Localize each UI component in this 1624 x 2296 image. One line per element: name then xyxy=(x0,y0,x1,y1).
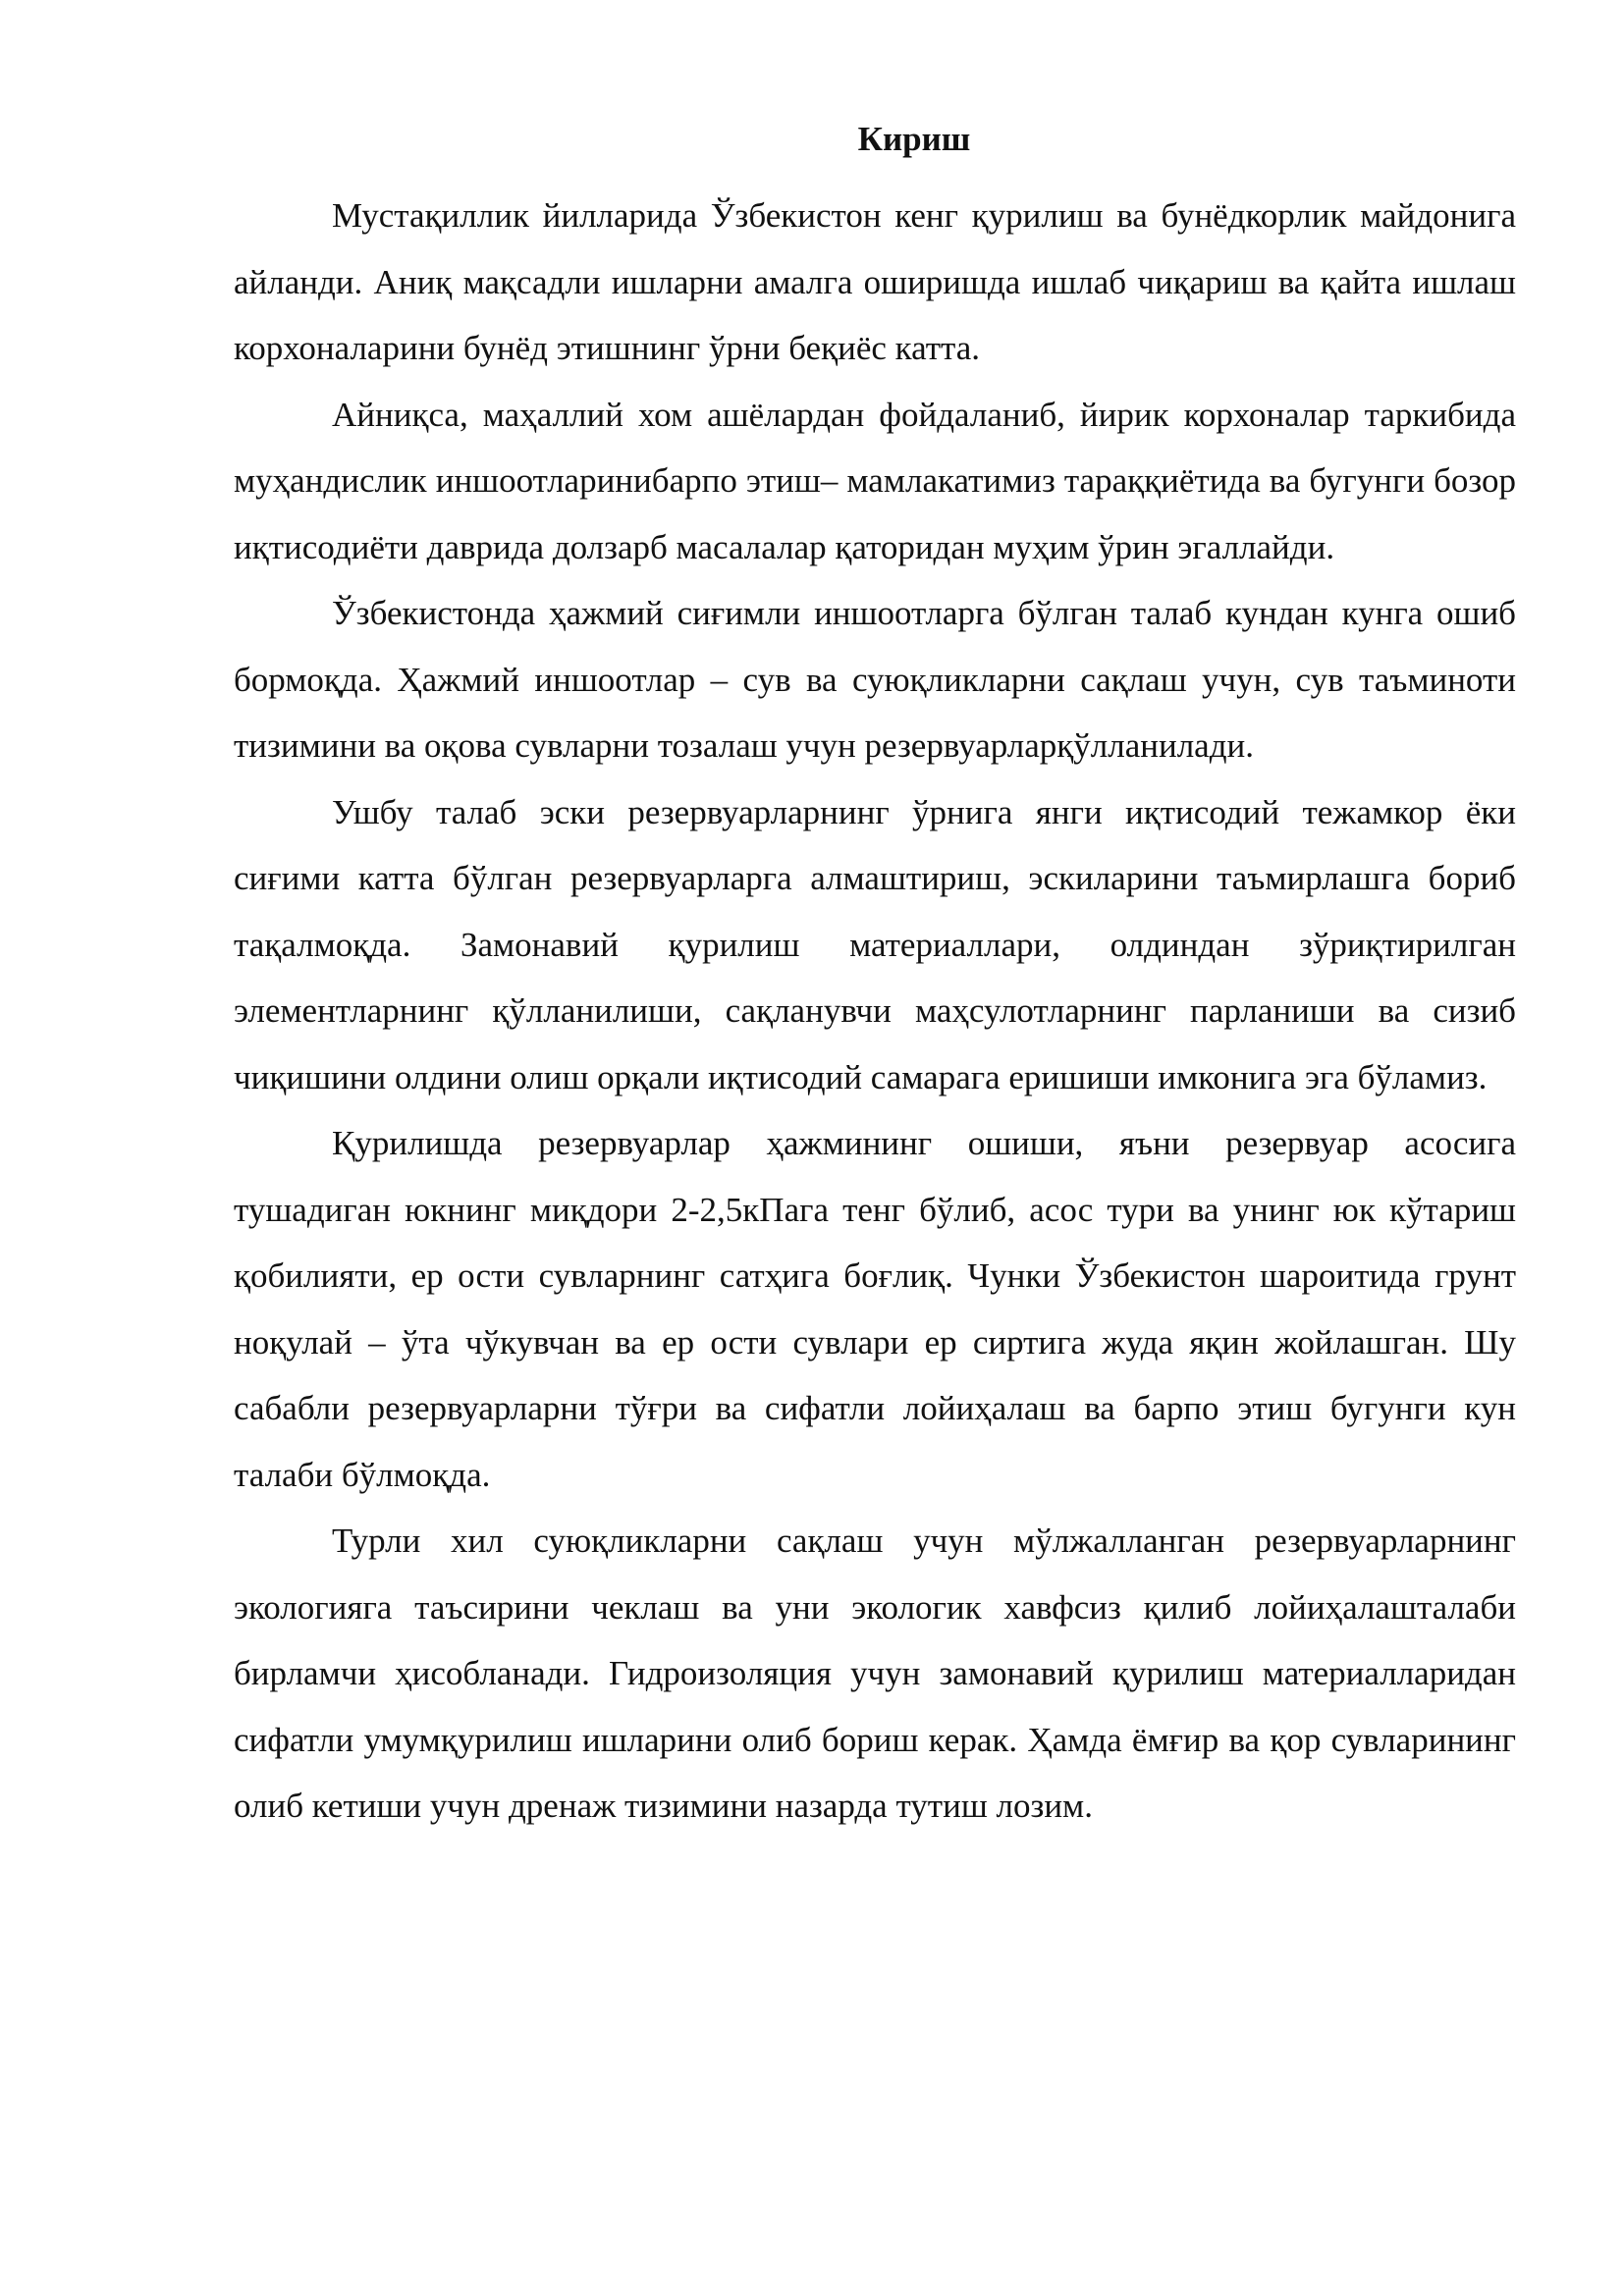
document-body xyxy=(234,116,1516,1840)
document-title: Кириш xyxy=(857,120,971,158)
paragraph-4: Ушбу талаб эски резервуарларнинг ўрнига янги иқтисодий тежамкор ёки сиғими катта бўлган резервуарларга алмаштириш, эскиларини таъмирлашга бориб тақалмоқда. Замонавий қурилиш материаллари, олдиндан зўриқтирилган элементларнинг қўлланилиши, сақланувчи маҳсулотларнинг парланиши ва сизиб чиқишини олдини олиш орқали иқтисодий самарага еришиши имконига эга бўламиз. xyxy=(234,792,1516,1096)
paragraph-5: Қурилишда резервуарлар ҳажмининг ошиши, яъни резервуар асосига тушадиган юкнинг миқдори 2-2,5кПага тенг бўлиб, асос тури ва унинг юк кўтариш қобилияти, ер ости сувларнинг сатҳига боғлиқ. Чунки Ўзбекистон шароитида грунт ноқулай – ўта чўкувчан ва ер ости сувлари ер сиртига жуда яқин жойлашган. Шу сабабли резервуарларни тўғри ва сифатли лойиҳалаш ва барпо этиш бугунги кун талаби бўлмоқда. xyxy=(234,1124,1516,1494)
paragraph-6: Турли хил суюқликларни сақлаш учун мўлжалланган резервуарларнинг экологияга таъсирини чеклаш ва уни экологик хавфсиз қилиб лойиҳалашталаби бирламчи ҳисобланади. Гидроизоляция учун замонавий қурилиш материалларидан сифатли умумқурилиш ишларини олиб бориш керак. Ҳамда ёмғир ва қор сувларининг олиб кетиши учун дренаж тизимини назарда тутиш лозим. xyxy=(234,1522,1516,1825)
paragraph-3: Ўзбекистонда ҳажмий сиғимли иншоотларга бўлган талаб кундан кунга ошиб бормоқда. Ҳажмий иншоотлар – сув ва суюқликларни сақлаш учун, сув таъминоти тизимини ва оқова сувларни тозалаш учун резервуарларқўлланилади. xyxy=(234,594,1516,765)
paragraph-1: Мустақиллик йилларида Ўзбекистон кенг қурилиш ва бунёдкорлик майдонига айланди. Аниқ мақсадли ишларни амалга оширишда ишлаб чиқариш ва қайта ишлаш корхоналарини бунёд этишнинг ўрни беқиёс катта. xyxy=(234,196,1516,367)
paragraph-2: Айниқса, маҳаллий хом ашёлардан фойдаланиб, йирик корхоналар таркибида муҳандислик иншоотларинибарпо этиш– мамлакатимиз тараққиётида ва бугунги бозор иқтисодиёти даврида долзарб масалалар қаторидан муҳим ўрин эгаллайди. xyxy=(234,395,1516,566)
